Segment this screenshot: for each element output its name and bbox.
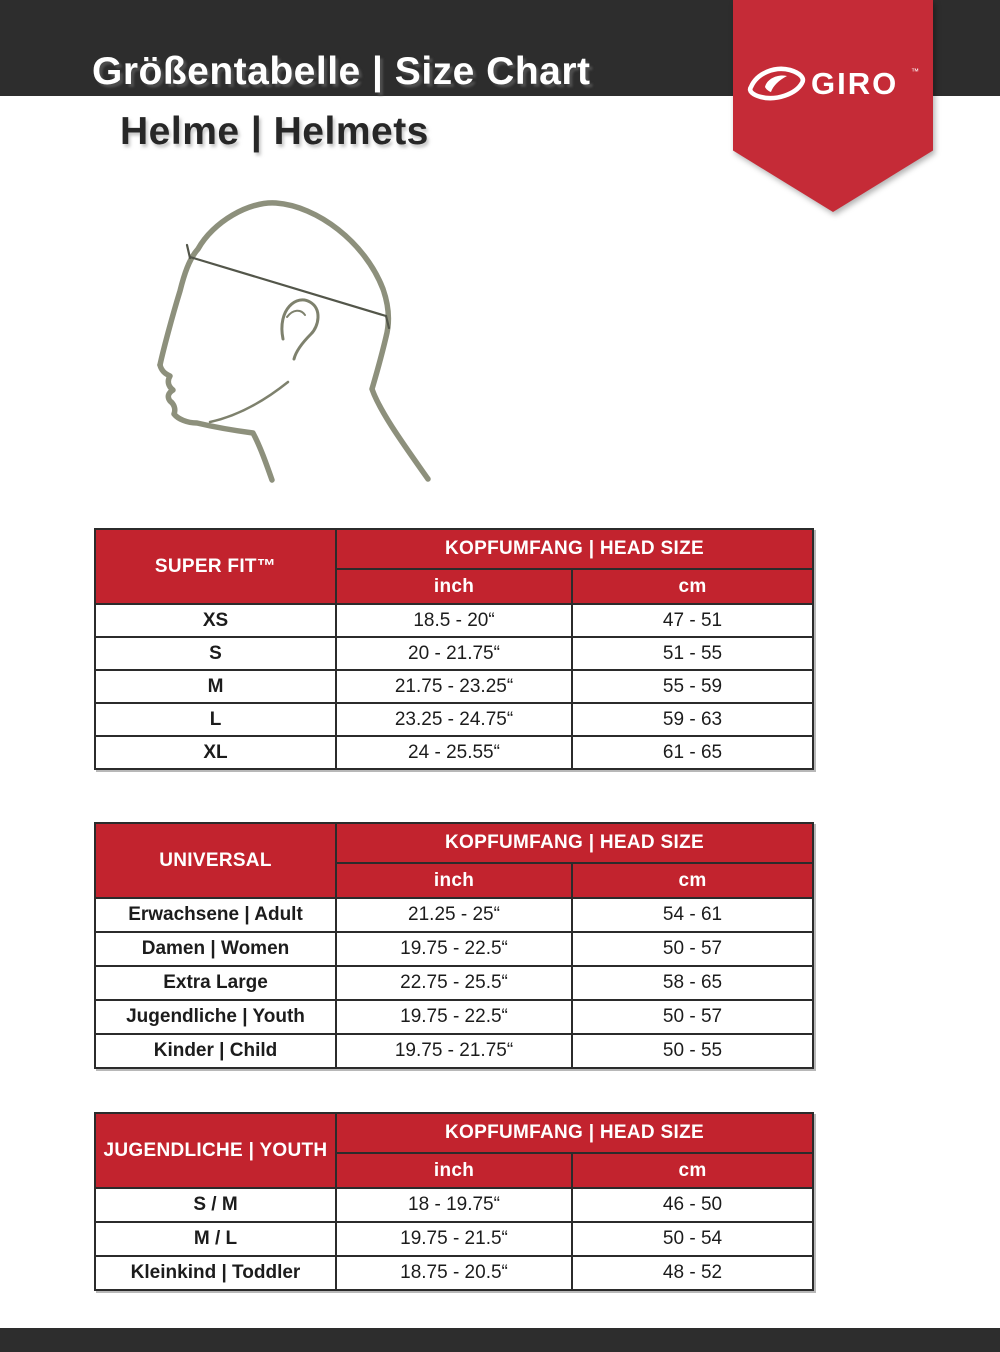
cm-value-cell: 48 - 52: [572, 1256, 813, 1290]
table-row: [95, 898, 813, 932]
cm-value-cell: 54 - 61: [572, 898, 813, 932]
inch-value-cell: 19.75 - 22.5“: [336, 932, 572, 966]
page-subtitle: Helme | Helmets: [120, 110, 429, 153]
head-profile-illustration: [100, 195, 480, 525]
cm-value-cell: 58 - 65: [572, 966, 813, 1000]
table-row: [95, 736, 813, 769]
size-label-cell: L: [95, 703, 336, 736]
size-table-youth: [94, 1112, 812, 1291]
cm-value-cell: 55 - 59: [572, 670, 813, 703]
cm-value-cell: 50 - 55: [572, 1034, 813, 1068]
table-row: [95, 1222, 813, 1256]
size-label-cell: M: [95, 670, 336, 703]
giro-eye-icon: [750, 69, 803, 98]
footer-band: [0, 1328, 1000, 1352]
ear-outline: [282, 300, 318, 359]
table-row: [95, 932, 813, 966]
cm-value-cell: 47 - 51: [572, 604, 813, 637]
table-category-label: SUPER FIT™: [95, 529, 336, 604]
head-size-header: KOPFUMFANG | HEAD SIZE: [336, 529, 813, 569]
giro-logo: [745, 60, 921, 104]
cm-value-cell: 61 - 65: [572, 736, 813, 769]
cm-value-cell: 51 - 55: [572, 637, 813, 670]
cm-value-cell: 46 - 50: [572, 1188, 813, 1222]
head-outline-back: [160, 203, 428, 479]
inch-value-cell: 23.25 - 24.75“: [336, 703, 572, 736]
size-table-super-fit: [94, 528, 812, 770]
head-size-header: KOPFUMFANG | HEAD SIZE: [336, 1113, 813, 1153]
ear-inner: [287, 311, 305, 317]
cm-value-cell: 50 - 57: [572, 1000, 813, 1034]
inch-value-cell: 19.75 - 22.5“: [336, 1000, 572, 1034]
inch-value-cell: 18.75 - 20.5“: [336, 1256, 572, 1290]
size-table-universal: [94, 822, 812, 1069]
size-label-cell: Damen | Women: [95, 932, 336, 966]
table-row: [95, 637, 813, 670]
giro-trademark: ™: [911, 67, 919, 76]
table-row: [95, 703, 813, 736]
size-label-cell: XS: [95, 604, 336, 637]
ribbon-shape: [733, 0, 933, 212]
table-row: [95, 604, 813, 637]
unit-header-cm: cm: [572, 863, 813, 898]
inch-value-cell: 19.75 - 21.5“: [336, 1222, 572, 1256]
table-row: [95, 670, 813, 703]
unit-header-cm: cm: [572, 569, 813, 604]
head-size-header: KOPFUMFANG | HEAD SIZE: [336, 823, 813, 863]
inch-value-cell: 22.75 - 25.5“: [336, 966, 572, 1000]
table-row: [95, 1034, 813, 1068]
giro-wordmark: GIRO: [811, 66, 899, 101]
table-row: [95, 1256, 813, 1290]
table-category-label: UNIVERSAL: [95, 823, 336, 898]
jaw-line: [210, 382, 288, 422]
unit-header-inch: inch: [336, 569, 572, 604]
inch-value-cell: 19.75 - 21.75“: [336, 1034, 572, 1068]
size-label-cell: XL: [95, 736, 336, 769]
table-row: [95, 1188, 813, 1222]
unit-header-inch: inch: [336, 863, 572, 898]
table-row: [95, 966, 813, 1000]
inch-value-cell: 18 - 19.75“: [336, 1188, 572, 1222]
inch-value-cell: 21.75 - 23.25“: [336, 670, 572, 703]
size-label-cell: Erwachsene | Adult: [95, 898, 336, 932]
size-label-cell: Kinder | Child: [95, 1034, 336, 1068]
size-label-cell: S: [95, 637, 336, 670]
size-label-cell: Kleinkind | Toddler: [95, 1256, 336, 1290]
size-label-cell: S / M: [95, 1188, 336, 1222]
size-label-cell: M / L: [95, 1222, 336, 1256]
head-outline-front: [160, 365, 272, 480]
table-row: [95, 1000, 813, 1034]
size-label-cell: Jugendliche | Youth: [95, 1000, 336, 1034]
size-label-cell: Extra Large: [95, 966, 336, 1000]
page-title: Größentabelle | Size Chart: [92, 50, 591, 93]
unit-header-cm: cm: [572, 1153, 813, 1188]
cm-value-cell: 50 - 57: [572, 932, 813, 966]
table-category-label: JUGENDLICHE | YOUTH: [95, 1113, 336, 1188]
cm-value-cell: 50 - 54: [572, 1222, 813, 1256]
inch-value-cell: 18.5 - 20“: [336, 604, 572, 637]
inch-value-cell: 20 - 21.75“: [336, 637, 572, 670]
measurement-tick-left: [187, 245, 190, 258]
brand-ribbon: [733, 0, 933, 212]
unit-header-inch: inch: [336, 1153, 572, 1188]
cm-value-cell: 59 - 63: [572, 703, 813, 736]
inch-value-cell: 24 - 25.55“: [336, 736, 572, 769]
inch-value-cell: 21.25 - 25“: [336, 898, 572, 932]
